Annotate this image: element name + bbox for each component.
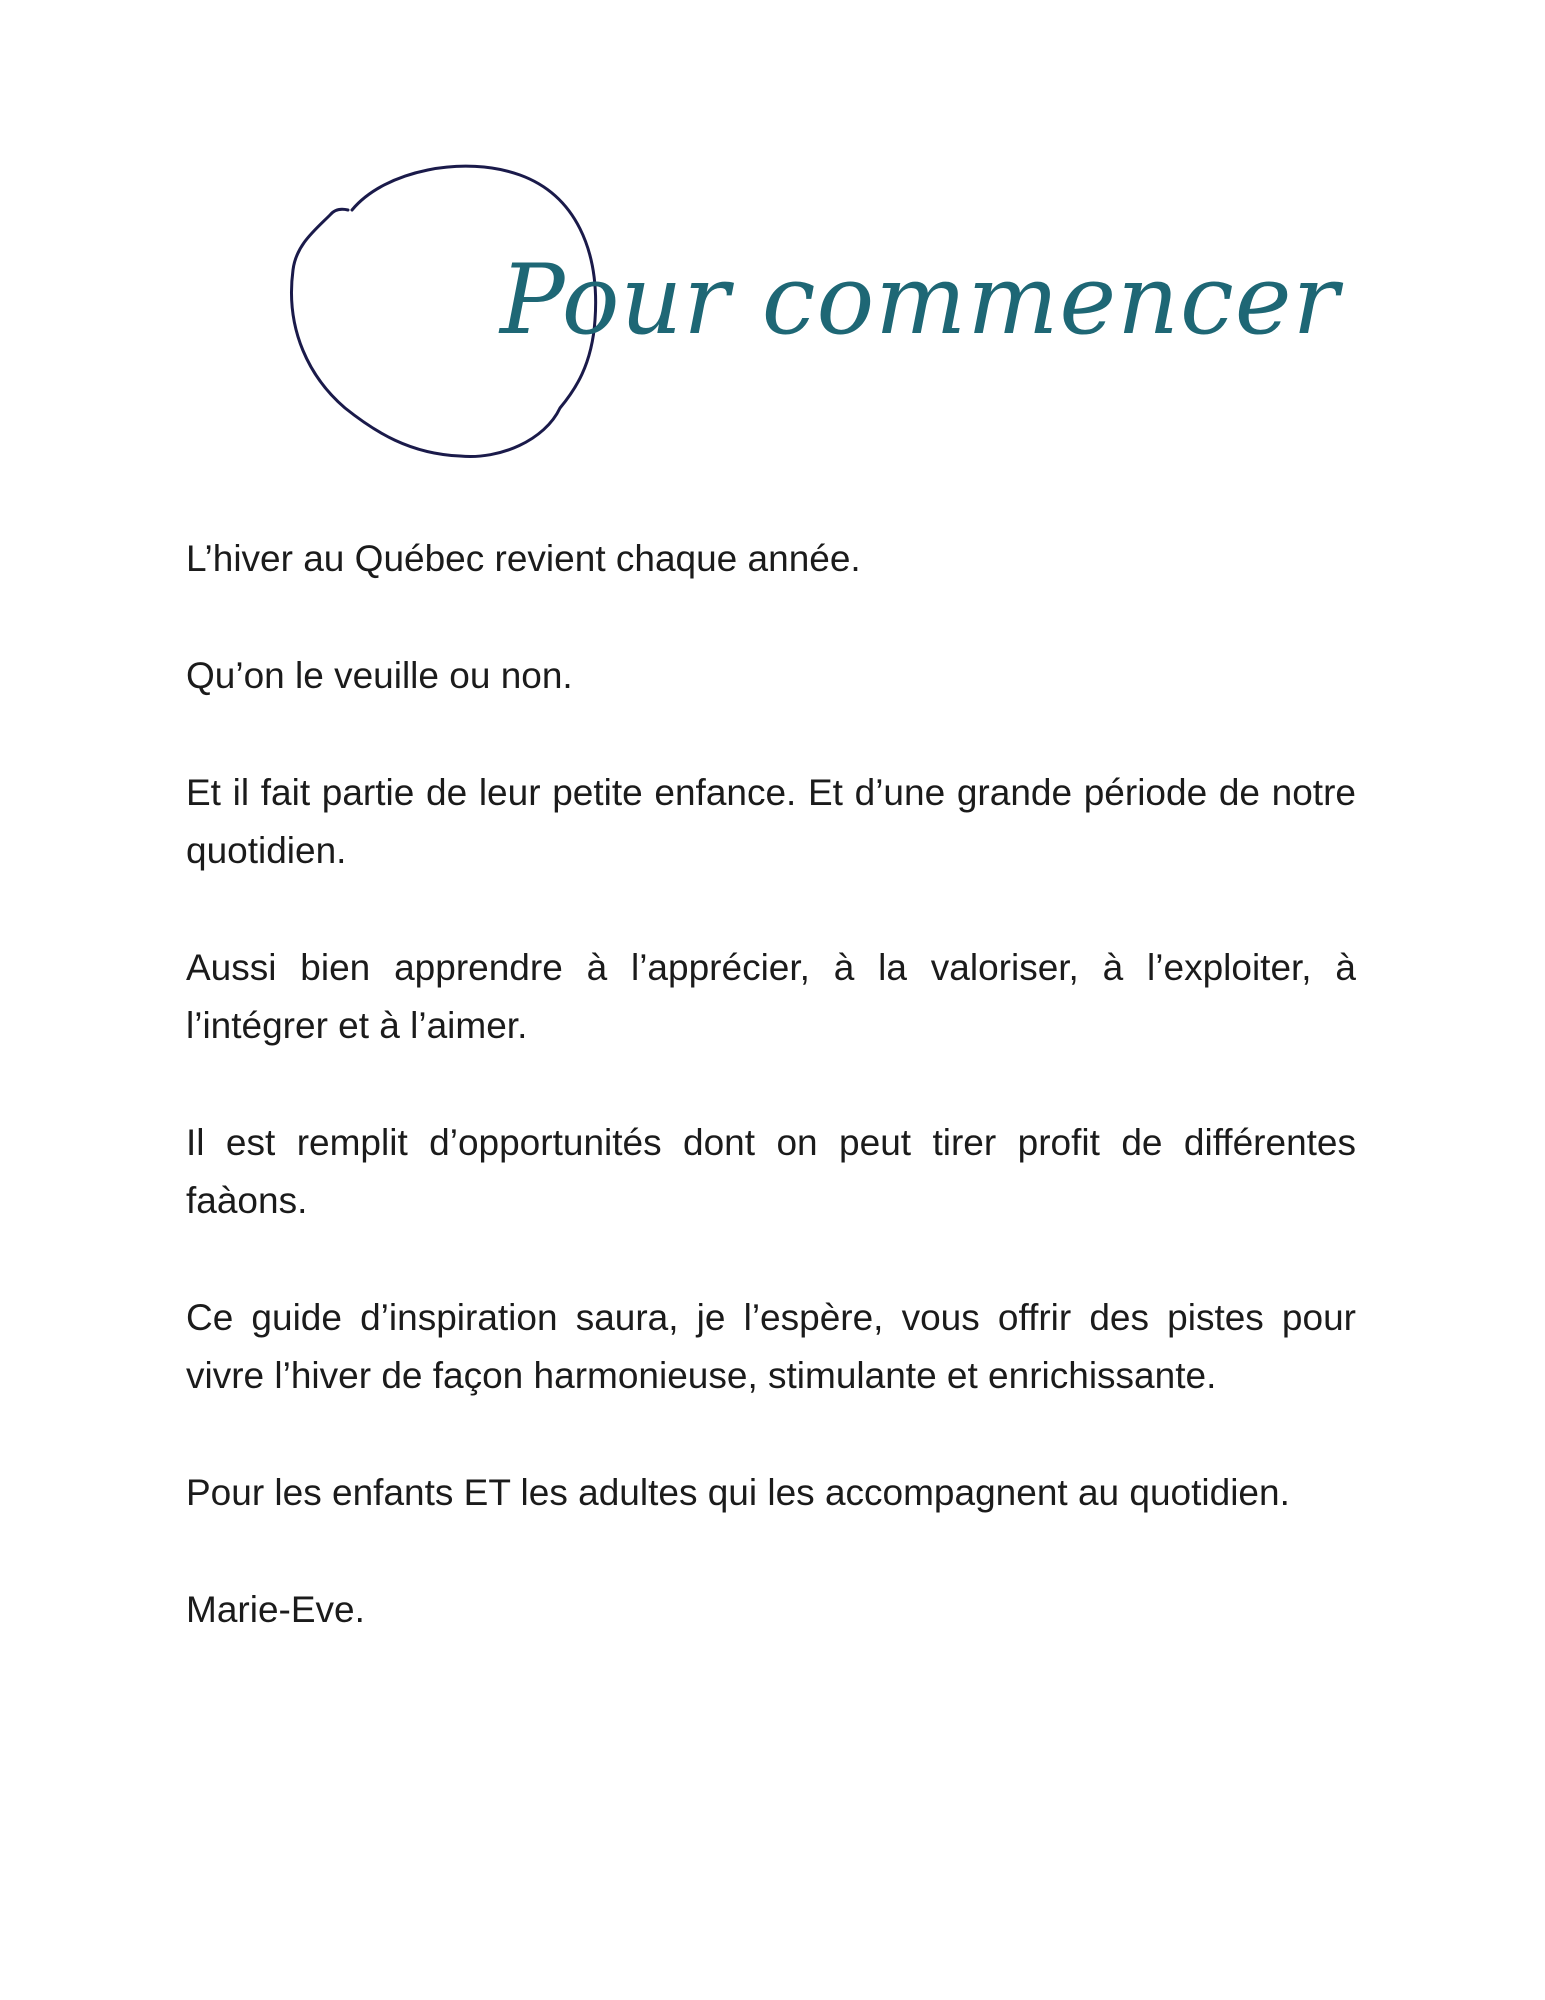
paragraph: Pour les enfants ET les adultes qui les accompagnent au quotidien. [186, 1472, 1290, 1513]
paragraph: Et il fait partie de leur petite enfance. Et d’une grande période de notre quotidien. [186, 772, 1356, 871]
paragraph: Ce guide d’inspiration saura, je l’espère, vous offrir des pistes pour vivre l’hiver de façon harmonieuse, stimulante et enrichissante. [186, 1297, 1356, 1396]
paragraph: Aussi bien apprendre à l’apprécier, à la valoriser, à l’exploiter, à l’intégrer et à l’aimer. [186, 947, 1356, 1046]
body-text [186, 530, 1356, 1698]
paragraph: Qu’on le veuille ou non. [186, 655, 573, 696]
signature: Marie-Eve. [186, 1589, 365, 1630]
page-title: Pour commencer [500, 244, 1340, 356]
paragraph: L’hiver au Québec revient chaque année. [186, 538, 861, 579]
title-block [290, 150, 1340, 470]
paragraph: Il est remplit d’opportunités dont on peut tirer profit de différentes faàons. [186, 1122, 1356, 1221]
